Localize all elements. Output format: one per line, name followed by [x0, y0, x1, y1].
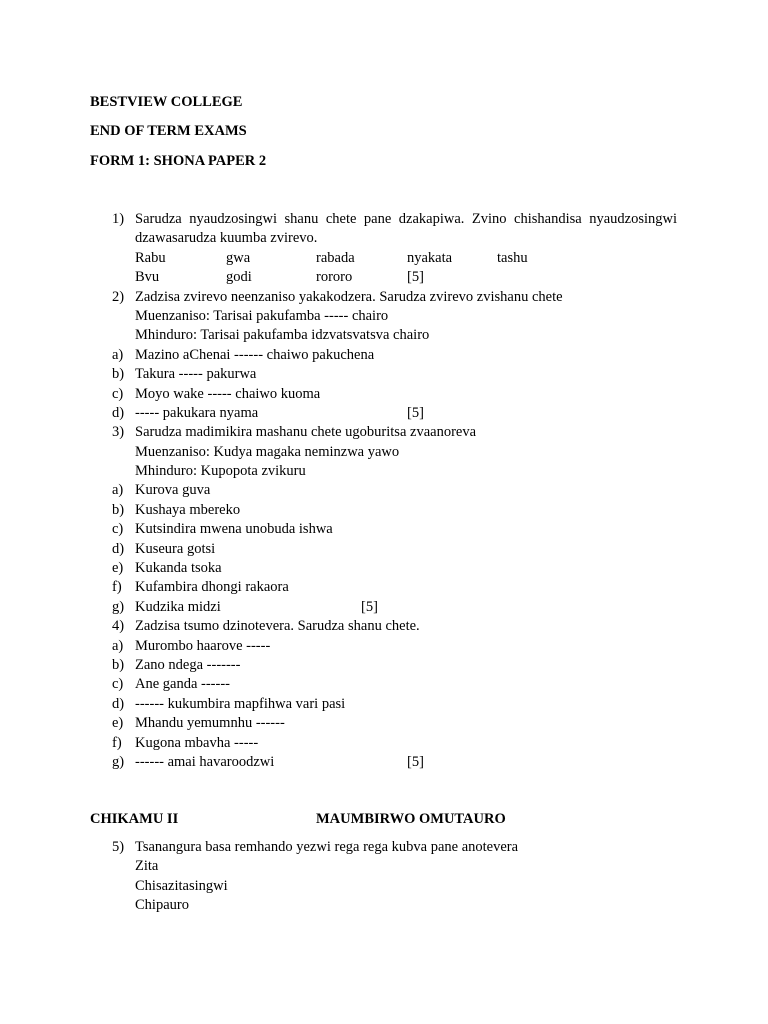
question-number: 3) — [112, 424, 125, 441]
example-text: Muenzaniso: Kudya magaka neminzwa yawo — [135, 443, 400, 460]
question-text: Sarudza madimikira mashanu chete ugoburitsa zvaanoreva — [135, 424, 477, 441]
question-text: Zadzisa zvirevo neenzaniso yakakodzera. Sarudza zvirevo zvishanu chete — [135, 288, 563, 305]
item-letter: g) — [112, 753, 125, 770]
question-4 — [0, 617, 768, 636]
word-option: godi — [226, 269, 252, 286]
item-text: Zita — [135, 858, 159, 875]
list-item — [0, 578, 768, 597]
item-text: Mhandu yemumnhu ------ — [135, 715, 285, 732]
question-1-continuation — [0, 229, 768, 248]
exam-title: END OF TERM EXAMS — [90, 123, 247, 139]
marks-value: [5] — [407, 269, 424, 286]
word-option: gwa — [226, 249, 251, 266]
list-item — [0, 598, 768, 617]
item-letter: c) — [112, 521, 124, 538]
example-line — [0, 307, 768, 326]
word-option: tashu — [497, 249, 528, 266]
questions-part-two — [0, 838, 768, 916]
section-heading — [90, 810, 590, 830]
answer-text: Mhinduro: Kupopota zvikuru — [135, 463, 306, 480]
item-text: Kukanda tsoka — [135, 560, 222, 577]
answer-line — [0, 326, 768, 345]
list-item — [0, 540, 768, 559]
marks-value: [5] — [361, 598, 378, 615]
list-item — [0, 877, 768, 896]
item-letter: d) — [112, 540, 125, 557]
question-1 — [0, 210, 768, 229]
item-text: Murombo haarove ----- — [135, 637, 271, 654]
item-text: Zano ndega ------- — [135, 656, 241, 673]
word-option: nyakata — [407, 249, 453, 266]
word-options-row — [0, 249, 768, 268]
list-item — [0, 501, 768, 520]
item-text: Ane ganda ------ — [135, 676, 231, 693]
list-item — [0, 559, 768, 578]
list-item — [0, 753, 768, 772]
question-2 — [0, 288, 768, 307]
item-text: Takura ----- pakurwa — [135, 366, 257, 383]
item-letter: c) — [112, 385, 124, 402]
item-text: ----- pakukara nyama — [135, 404, 259, 421]
answer-text: Mhinduro: Tarisai pakufamba idzvatsvatsva chairo — [135, 327, 430, 344]
item-letter: a) — [112, 482, 124, 499]
section-label: CHIKAMU II — [90, 811, 179, 827]
example-text: Muenzaniso: Tarisai pakufamba ----- chairo — [135, 307, 389, 324]
list-item — [0, 896, 768, 915]
item-letter: d) — [112, 695, 125, 712]
list-item — [0, 404, 768, 423]
question-number: 1) — [112, 211, 125, 227]
section-title: MAUMBIRWO OMUTAURO — [316, 811, 506, 827]
item-text: Kuseura gotsi — [135, 540, 216, 557]
item-letter: e) — [112, 560, 124, 577]
question-number: 5) — [112, 839, 125, 855]
answer-line — [0, 462, 768, 481]
list-item — [0, 637, 768, 656]
question-3 — [0, 423, 768, 442]
item-text: Kugona mbavha ----- — [135, 734, 259, 751]
item-text: Moyo wake ----- chaiwo kuoma — [135, 385, 321, 402]
item-text: Kutsindira mwena unobuda ishwa — [135, 521, 333, 538]
question-number: 2) — [112, 288, 125, 305]
word-options-row — [0, 268, 768, 287]
item-letter: b) — [112, 501, 125, 518]
marks-value: [5] — [407, 753, 424, 770]
list-item — [0, 481, 768, 500]
example-line — [0, 443, 768, 462]
item-letter: f) — [112, 579, 122, 596]
item-text: Mazino aChenai ------ chaiwo pakuchena — [135, 346, 375, 363]
list-item — [0, 365, 768, 384]
school-name: BESTVIEW COLLEGE — [90, 94, 243, 110]
item-text: Kushaya mbereko — [135, 501, 241, 518]
list-item — [0, 714, 768, 733]
item-text: Chisazitasingwi — [135, 877, 228, 894]
item-letter: a) — [112, 637, 124, 654]
list-item — [0, 656, 768, 675]
question-text: Zadzisa tsumo dzinotevera. Sarudza shanu chete. — [135, 618, 420, 635]
list-item — [0, 695, 768, 714]
word-option: rabada — [316, 249, 355, 266]
item-letter: a) — [112, 346, 124, 363]
question-number: 4) — [112, 618, 125, 635]
item-text: ------ kukumbira mapfihwa vari pasi — [135, 695, 346, 712]
paper-title: FORM 1: SHONA PAPER 2 — [90, 153, 267, 169]
list-item — [0, 675, 768, 694]
item-letter: g) — [112, 598, 125, 615]
question-text: Tsanangura basa remhando yezwi rega rega kubva pane anotevera — [135, 839, 519, 855]
word-option: rororo — [316, 269, 353, 286]
item-text: ------ amai havaroodzwi — [135, 753, 275, 770]
question-5 — [0, 838, 768, 857]
item-text: Kufambira dhongi rakaora — [135, 579, 289, 596]
questions-part-one — [0, 210, 768, 772]
word-option: Rabu — [135, 249, 166, 266]
question-text: Sarudza nyaudzosingwi shanu chete pane dzakapiwa. Zvino chishandisa nyaudzosingwi — [135, 211, 677, 227]
list-item — [0, 520, 768, 539]
item-letter: b) — [112, 366, 125, 383]
list-item — [0, 857, 768, 876]
list-item — [0, 385, 768, 404]
question-text: dzawasarudza kuumba zvirevo. — [135, 230, 318, 247]
item-letter: f) — [112, 734, 122, 751]
item-letter: d) — [112, 404, 125, 421]
list-item — [0, 734, 768, 753]
list-item — [0, 346, 768, 365]
item-text: Kurova guva — [135, 482, 211, 499]
item-text: Kudzika midzi — [135, 598, 221, 615]
word-option: Bvu — [135, 269, 160, 286]
marks-value: [5] — [407, 404, 424, 421]
item-letter: b) — [112, 656, 125, 673]
item-letter: e) — [112, 715, 124, 732]
item-letter: c) — [112, 676, 124, 693]
item-text: Chipauro — [135, 897, 189, 914]
